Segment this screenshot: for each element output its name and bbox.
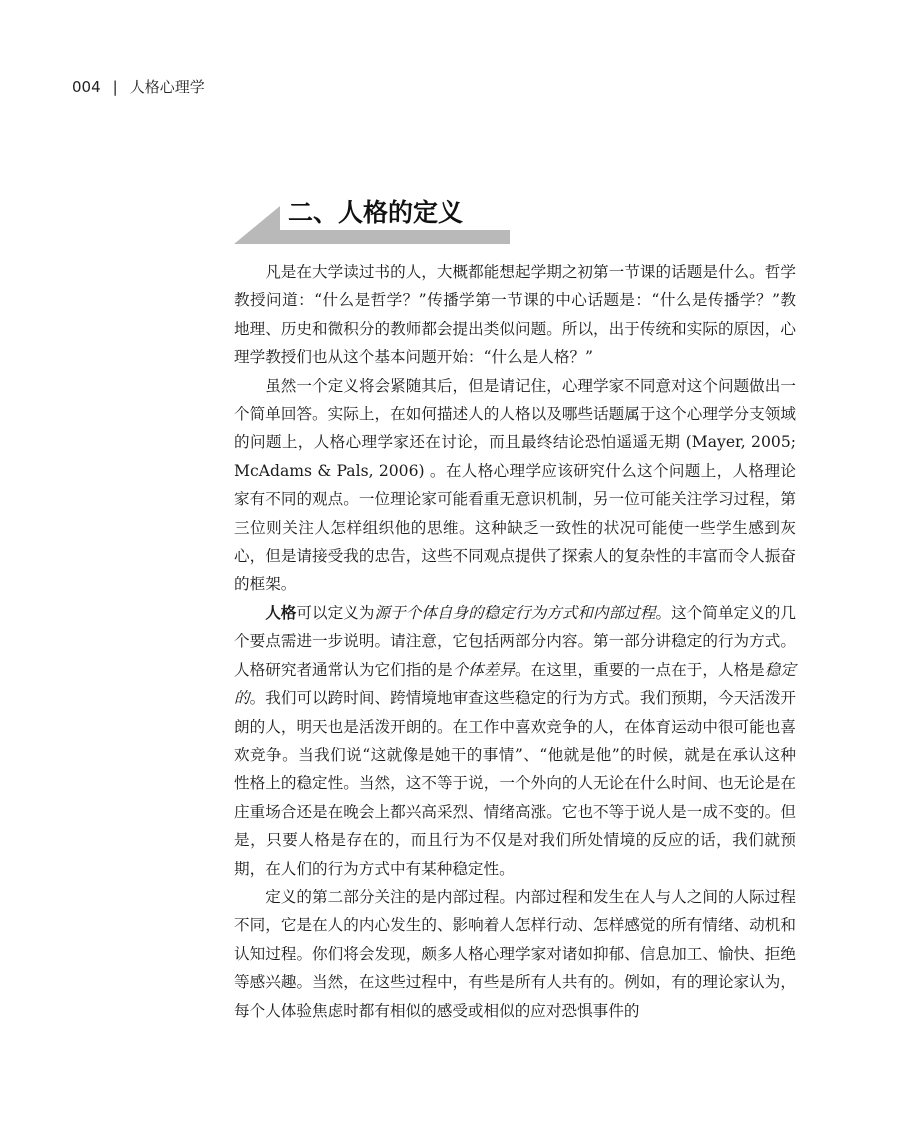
paragraph-2: 虽然一个定义将会紧随其后，但是请记住，心理学家不同意对这个问题做出一个简单回答。实际上，在如何描述人的人格以及哪些话题属于这个心理学分支领域的问题上，人格心理学家还在讨论，而且最终结论恐怕遥遥无期 (Mayer, 2005; McAdams & Pals, 2006) 。在人格心理学应该研究什么这个问题上，人格理论家有不同的观点。一位理论家可能看重无意识机制，另一位可能关注学习过程，第三位则关注人怎样组织他的思维。这种缺乏一致性的状况可能使一些学生感到灰心，但是请接受我的忠告，这些不同观点提供了探索人的复杂性的丰富而令人振奋的框架。 (234, 376, 796, 594)
running-header (72, 76, 205, 98)
body-text (234, 258, 796, 1025)
paragraph-1: 凡是在大学读过书的人，大概都能想起学期之初第一节课的话题是什么。哲学教授问道：“什么是哲学？”传播学第一节课的中心话题是：“什么是传播学？”教地理、历史和微积分的教师都会提出类似问题。所以，出于传统和实际的原因，心理学教授们也从这个基本问题开始：“什么是人格？” (234, 263, 796, 367)
section-heading (234, 192, 510, 244)
stable-emphasis: 稳定的 (234, 660, 797, 708)
header-separator: | (112, 78, 118, 96)
paragraph-4: 定义的第二部分关注的是内部过程。内部过程和发生在人与人之间的人际过程不同，它是在人的内心发生的、影响着人怎样行动、怎样感觉的所有情绪、动机和认知过程。你们将会发现，颇多人格心理学家对诸如抑郁、信息加工、愉快、拒绝等感兴趣。当然，在这些过程中，有些是所有人共有的。例如，有的理论家认为，每个人体验焦虑时都有相似的感受或相似的应对恐惧事件的 (234, 887, 796, 1020)
paragraph-3 (234, 599, 796, 883)
definition-emphasis: 源于个体自身的稳定行为方式和内部过程 (374, 603, 656, 622)
section-title: 二、人格的定义 (288, 198, 464, 227)
paragraph-3-part-2: 。这个简单定义的几个要点需进一步说明。请注意，它包括两部分内容。第一部分讲稳定的行为方式。人格研究者通常认为它们指的是 (234, 603, 796, 679)
paragraph-3-part-4: 。我们可以跨时间、跨情境地审查这些稳定的行为方式。我们预期，今天活泼开朗的人，明天也是活泼开朗的。在工作中喜欢竞争的人，在体育运动中很可能也喜欢竞争。当我们说“这就像是她干的事情”、“他就是他”的时候，就是在承认这种性格上的稳定性。当然，这不等于说，一个外向的人无论在什么时间、也无论是在庄重场合还是在晚会上都兴高采烈、情绪高涨。它也不等于说人是一成不变的。但是，只要人格是存在的，而且行为不仅是对我们所处情境的反应的话，我们就预期，在人们的行为方式中有某种稳定性。 (234, 689, 796, 878)
individual-differences-emphasis: 个体差异 (452, 660, 516, 679)
book-title: 人格心理学 (129, 78, 205, 96)
term-personality: 人格 (265, 602, 297, 622)
paragraph-3-part-1: 可以定义为 (296, 603, 375, 622)
page-number: 004 (72, 78, 101, 96)
paragraph-3-part-3: 。在这里，重要的一点在于，人格是 (515, 660, 765, 679)
